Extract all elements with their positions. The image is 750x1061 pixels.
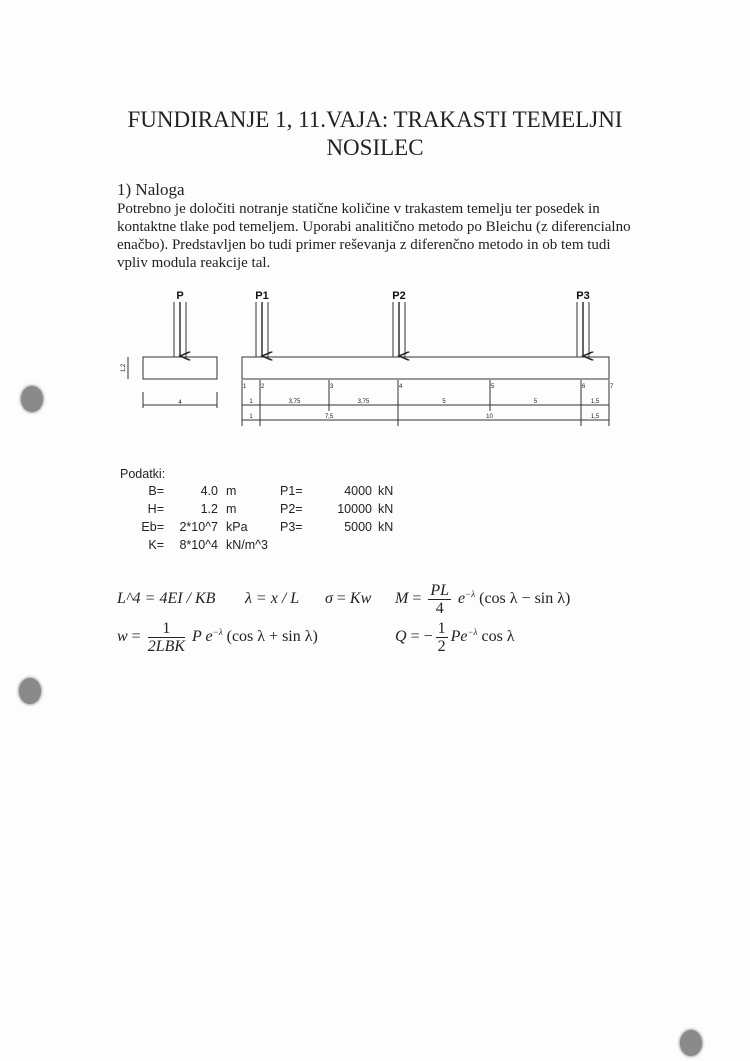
load-label: P xyxy=(176,290,184,302)
data-value: 5000 xyxy=(344,520,372,534)
formula-lambda: λ = x / L xyxy=(245,590,300,607)
height-label: 1,2 xyxy=(121,363,127,373)
data-value: 8*10^4 xyxy=(179,538,218,552)
data-label: P1= xyxy=(280,484,303,498)
load-label: P1 xyxy=(255,290,269,302)
dimension-label: 10 xyxy=(486,414,493,420)
dimension-label: 3,75 xyxy=(357,399,370,405)
cross-section xyxy=(143,357,217,379)
dimension-label: 1 xyxy=(249,399,253,405)
section-text: Potrebno je določiti notranje statične količine v trakastem temelju ter posedek in kontaktne tlake pod temeljem. Uporabi analitično metodo po Bleichu (z diferencialno enačbo). Predstavljen bo tudi primer reševanja z diferenčno metodo in ob tem tudi vpliv modula reakcije tal. xyxy=(117,201,631,271)
data-unit: kN xyxy=(378,502,394,516)
data-value: 4000 xyxy=(344,484,372,498)
punch-hole xyxy=(680,1030,702,1056)
section-heading: 1) Naloga xyxy=(117,180,185,199)
data-unit: m xyxy=(226,484,237,498)
dimension-label: 3,75 xyxy=(288,399,301,405)
load-label: P2 xyxy=(392,290,406,302)
dimension-label: 5 xyxy=(533,399,538,405)
data-value: 1.2 xyxy=(200,502,218,516)
data-label: B= xyxy=(148,484,164,498)
node-label: 7 xyxy=(610,384,614,390)
data-unit: m xyxy=(226,502,237,516)
node-label: 2 xyxy=(261,384,265,390)
data-value: 4.0 xyxy=(200,484,218,498)
data-label: Eb= xyxy=(141,520,164,534)
data-unit: kN xyxy=(378,484,394,498)
dimension-label: 1,5 xyxy=(590,414,600,420)
beam xyxy=(242,357,609,379)
formula-M: M = $\frac{PL}{4}$ $e^{-\lambda}$ (cos λ − sin λ) xyxy=(395,582,571,617)
formula-w: w = $\frac{1}{\text{2LBK}}$ P $e^{-\lambda}$ (cos λ + sin λ) xyxy=(117,620,318,655)
node-label: 3 xyxy=(330,384,334,390)
dimension-label: 7,5 xyxy=(324,414,334,420)
dimension-label: 1 xyxy=(249,414,253,420)
data-label: H= xyxy=(147,502,164,516)
data-value: 10000 xyxy=(337,502,372,516)
data-unit: kN/m^3 xyxy=(226,538,268,552)
data-unit: kPa xyxy=(226,520,248,534)
data-heading: Podatki: xyxy=(120,467,166,481)
formula-L4: L^4 = 4EI / KB xyxy=(117,590,216,607)
data-label: P2= xyxy=(280,502,303,516)
formula-Q: Q = − $\frac{1}{2}$ $Pe^{-\lambda}$ cos λ xyxy=(395,620,515,655)
width-label: 4 xyxy=(178,400,182,406)
formula-sigma: σ = Kw xyxy=(325,590,372,607)
node-label: 1 xyxy=(243,384,247,390)
foundation-diagram xyxy=(0,0,750,440)
node-label: 6 xyxy=(582,384,586,390)
dimension-label: 5 xyxy=(442,399,446,405)
dimension-label: 1,5 xyxy=(590,399,600,405)
page-title: FUNDIRANJE 1, 11.VAJA: TRAKASTI TEMELJNI NOSILEC xyxy=(127,107,623,160)
punch-hole xyxy=(19,678,41,704)
data-label: K= xyxy=(148,538,164,552)
data-label: P3= xyxy=(280,520,303,534)
data-value: 2*10^7 xyxy=(179,520,218,534)
load-label: P3 xyxy=(576,290,590,302)
data-unit: kN xyxy=(378,520,394,534)
node-label: 4 xyxy=(399,384,403,390)
node-label: 5 xyxy=(491,384,495,390)
